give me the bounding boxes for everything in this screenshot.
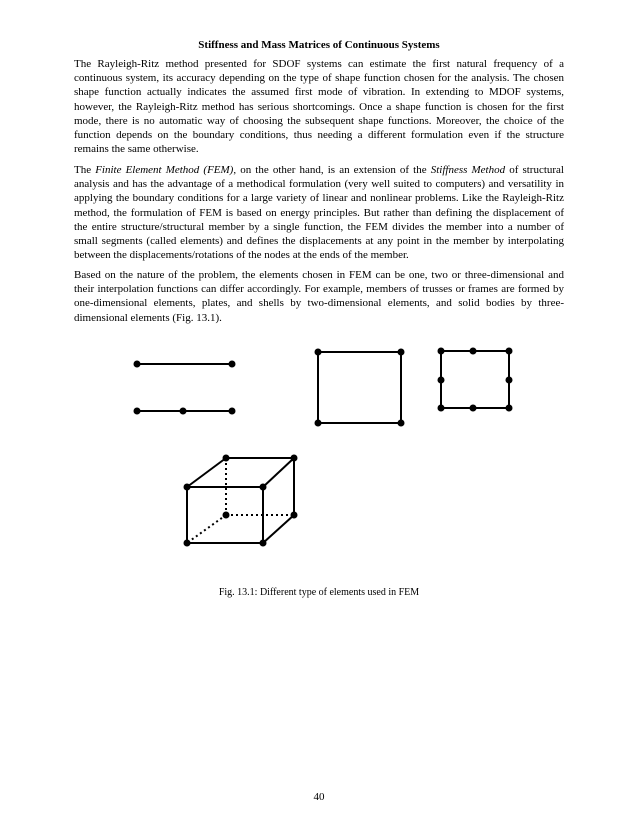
line-element-2-node xyxy=(134,361,236,368)
quad-element-8-node xyxy=(438,348,513,412)
page-title: Stiffness and Mass Matrices of Continuous Systems xyxy=(198,39,440,51)
paragraph-fem-text-2: , on the other hand, is an extension of the xyxy=(233,164,431,176)
paragraph-fem-text-1: The xyxy=(74,164,96,176)
paragraph-fem-text-3: of structural analysis and has the advantage of a methodical formulation (very well suited to computers) and versatility in applying the boundary conditions for a large variety of linear and nonlinear problems. Like the Rayleigh-Ritz method, the formulation of FEM is based on energy principles. But rather than defining the displacement of the entire structure/structural member by a single function, the FEM divides the member into a number of small segments (called elements) and defines the displacements at any point in the member by interpolating between the displacements/rotations of the nodes at the ends of the member. xyxy=(74,164,564,262)
figure-caption: Fig. 13.1: Different type of elements used in FEM xyxy=(218,587,420,598)
fem-term: Finite Element Method (FEM) xyxy=(95,164,234,176)
page-number: 40 xyxy=(313,791,325,803)
stiffness-method-term: Stiffness Method xyxy=(430,164,506,176)
paragraph-element-types: Based on the nature of the problem, the elements chosen in FEM can be one, two or three-dimensional and their interpolation functions can differ accordingly. For example, members of trusses or frames are formed by one-dimensional elements, plates, and shells by two-dimensional elements, and solid bodies by three-dimensional elements (Fig. 13.1). xyxy=(74,269,564,324)
brick-element-8-node xyxy=(184,455,298,547)
paragraph-rayleigh-ritz: The Rayleigh-Ritz method presented for SDOF systems can estimate the first natural frequency of a continuous system, its accuracy depending on the type of shape function chosen for the analysis. The chosen shape function actually indicates the assumed first mode of vibration. In extending to MDOF systems, however, the Rayleigh-Ritz method has serious shortcomings. Once a shape function is chosen for the first mode, there is no automatic way of choosing the subsequent shape functions. Moreover, the choice of the function depends on the boundary conditions, thus needing a different formulation even if the structure remains the same otherwise. xyxy=(74,58,564,156)
paragraph-fem xyxy=(74,163,564,262)
line-element-3-node xyxy=(134,408,236,415)
quad-element-4-node xyxy=(315,349,405,427)
element-types-figure xyxy=(0,330,638,570)
